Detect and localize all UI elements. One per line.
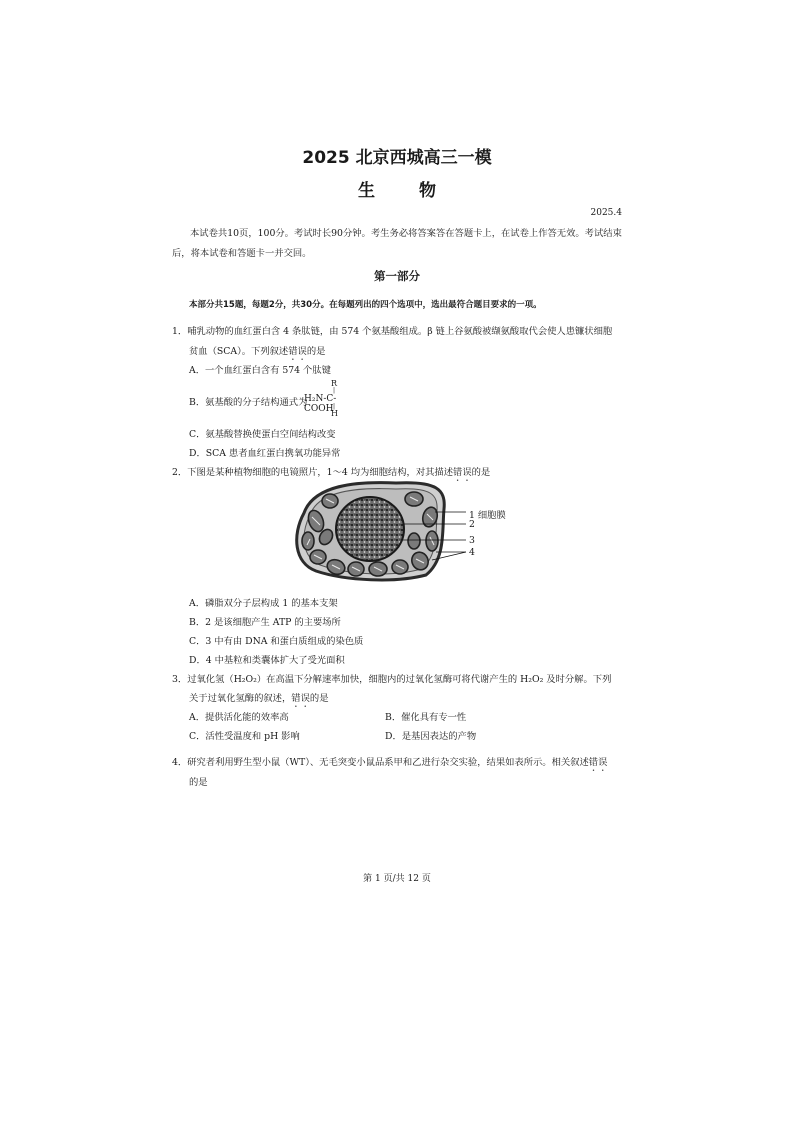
formula-h: H xyxy=(331,409,338,418)
formula-bond-top: | xyxy=(333,387,336,394)
q4-stem-pre: 4．研究者利用野生型小鼠（WT）、无毛突变小鼠品系甲和乙进行杂交实验，结果如表所示。相关叙述 xyxy=(172,757,589,768)
q4-stem-line1 xyxy=(172,754,607,774)
exam-title: 2025 北京西城高三一模 xyxy=(302,148,492,168)
formula-bond-bottom: | xyxy=(333,403,336,410)
q2-stem-pre: 2．下图是某种植物细胞的电镜照片，1～4 均为细胞结构，对其描述 xyxy=(172,467,454,478)
q3-emphasis: 错误 xyxy=(291,693,310,704)
q3-option-c: C．活性受温度和 pH 影响 xyxy=(189,731,300,742)
q2-option-b: B．2 是该细胞产生 ATP 的主要场所 xyxy=(189,617,341,628)
q3-stem-pre: 关于过氧化氢酶的叙述， xyxy=(189,693,292,704)
formula-main: H₂N-C-COOH xyxy=(304,394,337,414)
figure-label-4: 4 xyxy=(469,547,475,558)
q1-stem-line1: 1．哺乳动物的血红蛋白含 4 条肽链，由 574 个氨基酸组成。β 链上谷氨酸被缬氨酸取代会使人患镰状细胞 xyxy=(172,326,613,337)
exam-intro: 本试卷共10页，100分。考试时长90分钟。考生务必将答案答在答题卡上，在试卷上作答无效。考试结束后，将本试卷和答题卡一并交回。 xyxy=(172,228,622,259)
q2-stem-post: 的是 xyxy=(471,467,491,478)
page-footer: 第 1 页/共 12 页 xyxy=(363,874,431,884)
q3-stem-line1: 3．过氧化氢（H₂O₂）在高温下分解速率加快，细胞内的过氧化氢酶可将代谢产生的 H₂O₂ 及时分解。下列 xyxy=(172,674,612,685)
q2-option-c: C．3 中有由 DNA 和蛋白质组成的染色质 xyxy=(189,636,364,647)
subject-title xyxy=(0,176,794,201)
q1-option-b: B．氨基酸的分子结构通式为 xyxy=(189,397,308,408)
cell-micrograph xyxy=(286,479,508,583)
q1-stem-pre: 贫血（SCA）。下列叙述 xyxy=(189,346,289,357)
figure-label-1: 1 细胞膜 xyxy=(469,510,506,521)
cell-micrograph-svg xyxy=(286,479,508,583)
q4-stem-line2: 的是 xyxy=(189,777,208,788)
amino-acid-formula xyxy=(271,379,361,419)
figure-label-3: 3 xyxy=(469,535,475,546)
q1-stem-post: 的是 xyxy=(306,346,326,357)
figure-label-2: 2 xyxy=(469,519,475,530)
q4-emphasis: 错误 xyxy=(588,757,608,768)
q3-option-d: D．是基因表达的产物 xyxy=(385,731,477,742)
q3-option-a: A．提供活化能的效率高 xyxy=(189,712,289,723)
q3-option-b: B．催化具有专一性 xyxy=(385,712,467,723)
formula-r: R xyxy=(331,379,338,388)
q3-stem-line2 xyxy=(189,690,329,710)
q1-option-c: C．氨基酸替换使蛋白空间结构改变 xyxy=(189,429,336,440)
exam-date: 2025.4 xyxy=(590,208,622,218)
subject-char-1: 生 xyxy=(358,181,375,201)
q1-stem-line2 xyxy=(189,343,325,363)
q1-option-a: A．一个血红蛋白含有 574 个肽键 xyxy=(189,365,331,376)
part-instruction: 本部分共15题，每题2分，共30分。在每题列出的四个选项中，选出最符合题目要求的一项。 xyxy=(189,300,542,310)
q3-stem-post: 的是 xyxy=(309,693,329,704)
subject-char-2: 物 xyxy=(419,181,436,201)
q1-emphasis: 错误 xyxy=(288,346,307,357)
q1-option-d: D．SCA 患者血红蛋白携氧功能异常 xyxy=(189,448,341,459)
q2-emphasis: 错误 xyxy=(453,467,472,478)
q2-option-d: D．4 中基粒和类囊体扩大了受光面积 xyxy=(189,655,345,666)
part-title: 第一部分 xyxy=(374,269,420,283)
q2-option-a: A．磷脂双分子层构成 1 的基本支架 xyxy=(189,598,338,609)
